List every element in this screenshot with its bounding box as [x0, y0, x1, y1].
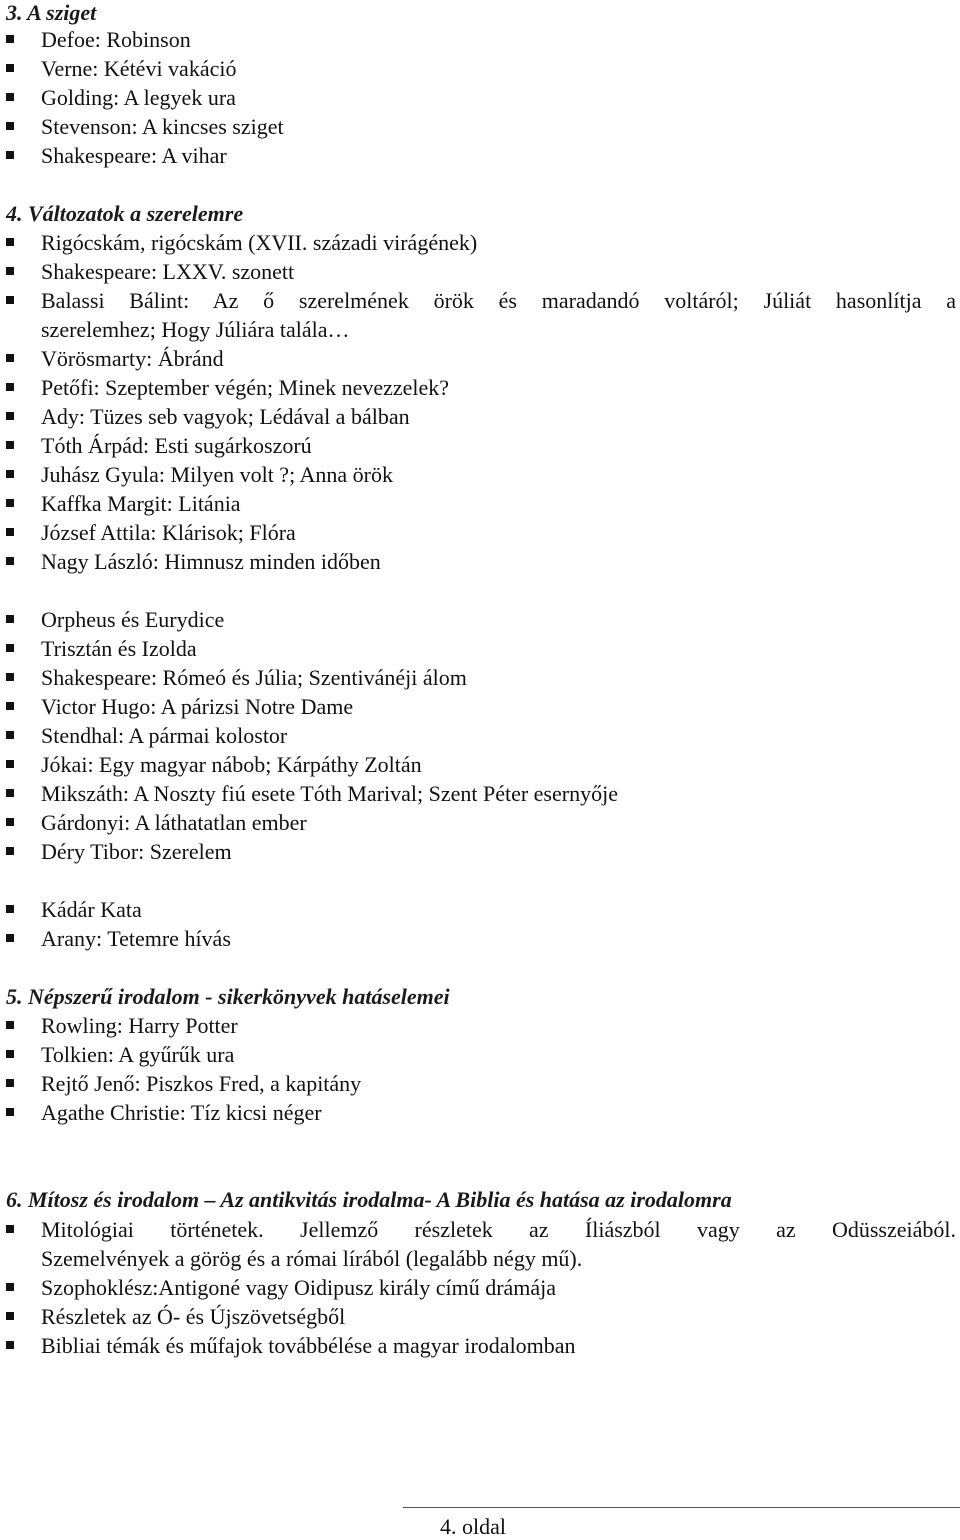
- list-item-text: Vörösmarty: Ábránd: [41, 346, 224, 371]
- list-item-text: Trisztán és Izolda: [41, 636, 197, 661]
- list-item-text-line-2: szerelemhez; Hogy Júliára talála…: [41, 317, 350, 342]
- list-item-text: Orpheus és Eurydice: [41, 607, 225, 632]
- section-title-3: 3. A sziget: [6, 0, 97, 25]
- list-item-text: Shakespeare: LXXV. szonett: [41, 259, 295, 284]
- bullet-icon: [6, 1283, 14, 1291]
- bullet-icon: [6, 296, 14, 304]
- bullet-icon: [6, 731, 14, 739]
- list-item-text: Bibliai témák és műfajok továbbélése a magyar irodalomban: [41, 1333, 576, 1358]
- list-item-text: Golding: A legyek ura: [41, 85, 236, 110]
- bullet-icon: [6, 1050, 14, 1058]
- list-item-text: Arany: Tetemre hívás: [41, 926, 231, 951]
- bullet-icon: [6, 499, 14, 507]
- list-item-text: Részletek az Ó- és Újszövetségből: [41, 1304, 346, 1329]
- bullet-icon: [6, 702, 14, 710]
- list-item-text: Kaffka Margit: Litánia: [41, 491, 241, 516]
- list-item-text: Victor Hugo: A párizsi Notre Dame: [41, 694, 354, 719]
- bullet-icon: [6, 412, 14, 420]
- list-item-text: Kádár Kata: [41, 897, 142, 922]
- list-item-text: Nagy László: Himnusz minden időben: [41, 549, 381, 574]
- list-item-text: Jókai: Egy magyar nábob; Kárpáthy Zoltán: [41, 752, 422, 777]
- list-item-text: Szophoklész:Antigoné vagy Oidipusz király című drámája: [41, 1275, 557, 1300]
- bullet-icon: [6, 1021, 14, 1029]
- section-title-4: 4. Változatok a szerelemre: [6, 201, 244, 226]
- list-item-text-line-2: Szemelvények a görög és a római lírából (legalább négy mű).: [41, 1246, 583, 1271]
- bullet-icon: [6, 673, 14, 681]
- bullet-icon: [6, 818, 14, 826]
- page-number: 4. oldal: [440, 1514, 506, 1539]
- bullet-icon: [6, 905, 14, 913]
- list-item-text: Déry Tibor: Szerelem: [41, 839, 232, 864]
- list-item-text: Tóth Árpád: Esti sugárkoszorú: [41, 433, 312, 458]
- bullet-icon: [6, 1079, 14, 1087]
- list-item-text: Gárdonyi: A láthatatlan ember: [41, 810, 307, 835]
- section-title-5: 5. Népszerű irodalom - sikerkönyvek hatáselemei: [6, 984, 450, 1009]
- list-item-text: József Attila: Klárisok; Flóra: [41, 520, 296, 545]
- list-item-text: Rowling: Harry Potter: [41, 1013, 238, 1038]
- bullet-icon: [6, 267, 14, 275]
- list-item-text: [41, 1215, 956, 1273]
- bullet-icon: [6, 151, 14, 159]
- bullet-icon: [6, 557, 14, 565]
- bullet-icon: [6, 1108, 14, 1116]
- bullet-icon: [6, 354, 14, 362]
- list-item-text: Ady: Tüzes seb vagyok; Lédával a bálban: [41, 404, 410, 429]
- list-item-text: Agathe Christie: Tíz kicsi néger: [41, 1100, 322, 1125]
- list-item-text: Shakespeare: Rómeó és Júlia; Szentivánéji álom: [41, 665, 467, 690]
- list-item-text: Stevenson: A kincses sziget: [41, 114, 284, 139]
- bullet-icon: [6, 760, 14, 768]
- list-item-text: Defoe: Robinson: [41, 27, 191, 52]
- list-item-text: Tolkien: A gyűrűk ura: [41, 1042, 235, 1067]
- bullet-icon: [6, 35, 14, 43]
- list-item-text: Petőfi: Szeptember végén; Minek nevezzelek?: [41, 375, 450, 400]
- section-title-6: 6. Mítosz és irodalom – Az antikvitás irodalma- A Biblia és hatása az irodalomra: [6, 1187, 732, 1212]
- bullet-icon: [6, 470, 14, 478]
- bullet-icon: [6, 934, 14, 942]
- list-item-text-line-1: Balassi Bálint: Az ő szerelmének örök és maradandó voltáról; Júliát hasonlítja a: [41, 288, 956, 313]
- bullet-icon: [6, 441, 14, 449]
- bullet-icon: [6, 238, 14, 246]
- list-item-text: Stendhal: A pármai kolostor: [41, 723, 288, 748]
- list-item-text-line-1: Mitológiai történetek. Jellemző részletek az Íliászból vagy az Odüsszeiából.: [41, 1217, 956, 1242]
- bullet-icon: [6, 122, 14, 130]
- footer-divider: [403, 1507, 960, 1508]
- list-item-text: [41, 286, 956, 344]
- bullet-icon: [6, 528, 14, 536]
- list-item-text: Rejtő Jenő: Piszkos Fred, a kapitány: [41, 1071, 362, 1096]
- list-item-text: Rigócskám, rigócskám (XVII. századi virágének): [41, 230, 478, 255]
- bullet-icon: [6, 64, 14, 72]
- bullet-icon: [6, 644, 14, 652]
- bullet-icon: [6, 1312, 14, 1320]
- list-item-text: Verne: Kétévi vakáció: [41, 56, 237, 81]
- bullet-icon: [6, 1341, 14, 1349]
- bullet-icon: [6, 383, 14, 391]
- bullet-icon: [6, 1225, 14, 1233]
- list-item-text: Mikszáth: A Noszty fiú esete Tóth Marival; Szent Péter esernyője: [41, 781, 618, 806]
- list-item-text: Shakespeare: A vihar: [41, 143, 227, 168]
- bullet-icon: [6, 615, 14, 623]
- bullet-icon: [6, 789, 14, 797]
- bullet-icon: [6, 93, 14, 101]
- bullet-icon: [6, 847, 14, 855]
- list-item-text: Juhász Gyula: Milyen volt ?; Anna örök: [41, 462, 393, 487]
